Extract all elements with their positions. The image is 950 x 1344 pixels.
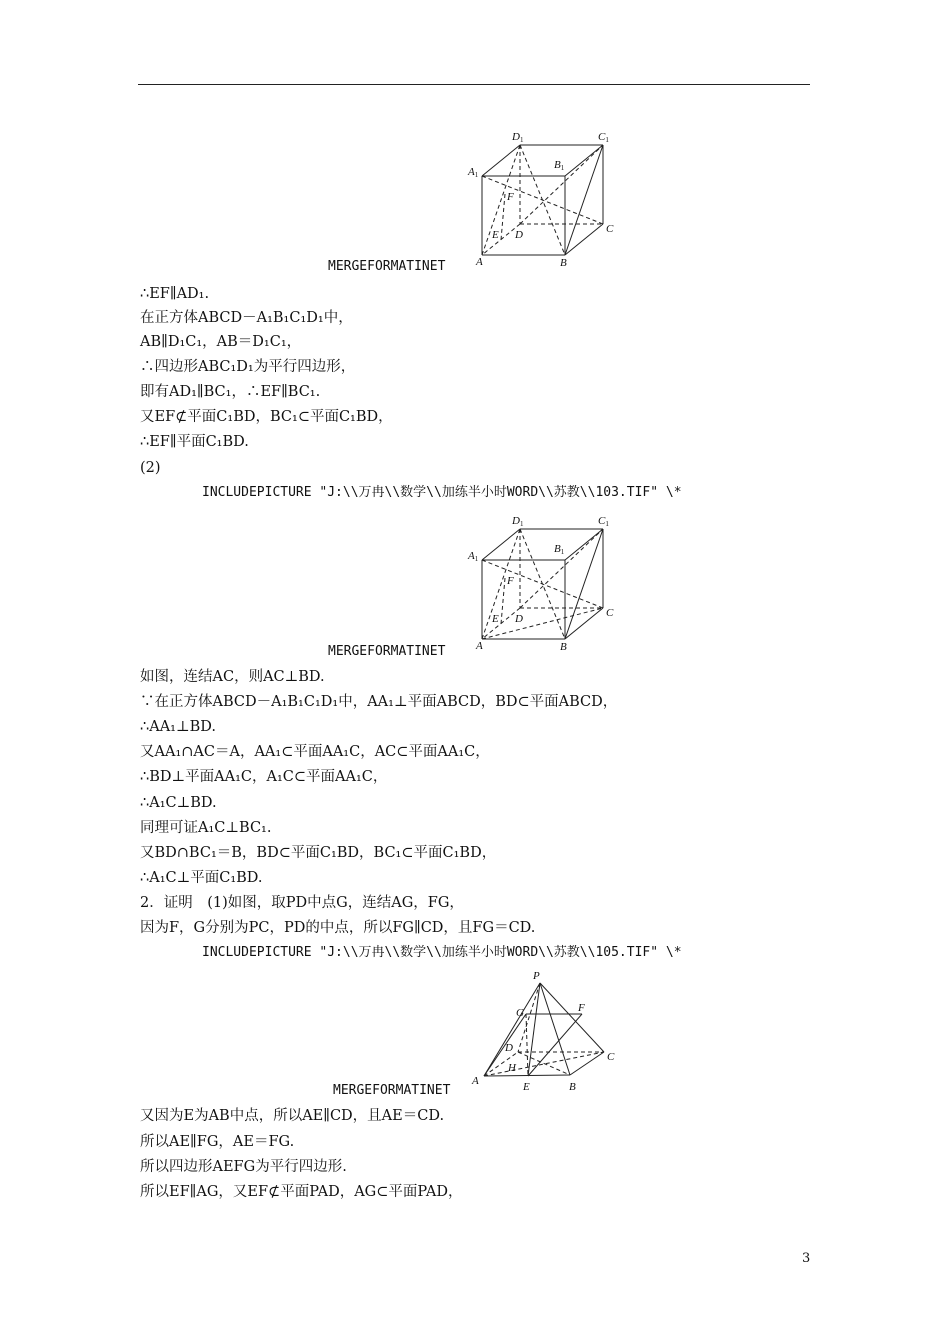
text-line: ∴A₁C⊥BD. — [140, 795, 217, 811]
includepicture-field-1: INCLUDEPICTURE "J:\\万冉\\数学\\加练半小时WORD\\苏教\\103.TIF" \* — [202, 485, 682, 500]
text-line: 即有AD₁∥BC₁，∴EF∥BC₁. — [140, 384, 321, 400]
fig1-label-b1: B1 — [554, 159, 565, 172]
fig2-label-a1: A1 — [468, 550, 479, 563]
fig3-label-a: A — [472, 1075, 479, 1087]
figure3-caption: MERGEFORMATINET — [333, 1083, 451, 1098]
fig3-label-g: G — [516, 1007, 524, 1019]
text-line: 因为F，G分别为PC，PD的中点，所以FG∥CD，且FG＝CD. — [140, 920, 536, 936]
text-line: (2) — [140, 460, 161, 476]
fig2-label-a: A — [476, 640, 483, 652]
text-line: 在正方体ABCD－A₁B₁C₁D₁中， — [140, 310, 353, 326]
fig3-label-b: B — [569, 1081, 576, 1093]
fig2-label-c: C — [606, 607, 614, 619]
text-line: 又BD∩BC₁＝B，BD⊂平面C₁BD，BC₁⊂平面C₁BD， — [140, 845, 497, 861]
fig3-label-h: H — [508, 1062, 516, 1074]
fig1-label-e: E — [492, 229, 499, 241]
fig2-label-d1: D1 — [512, 515, 524, 528]
figure2-caption: MERGEFORMATINET — [328, 644, 446, 659]
text-line: 又EF⊄平面C₁BD，BC₁⊂平面C₁BD， — [140, 409, 393, 425]
text-line: ∴BD⊥平面AA₁C，A₁C⊂平面AA₁C， — [140, 769, 388, 785]
text-line: ∵在正方体ABCD－A₁B₁C₁D₁中，AA₁⊥平面ABCD，BD⊂平面ABCD， — [140, 694, 618, 710]
fig1-label-b: B — [560, 257, 567, 269]
fig3-label-d: D — [505, 1042, 513, 1054]
fig3-label-c: C — [607, 1051, 615, 1063]
text-line: ∴EF∥平面C₁BD. — [140, 434, 249, 450]
fig2-label-e: E — [492, 613, 499, 625]
fig2-label-d: D — [515, 613, 523, 625]
cube-figure-2 — [462, 512, 622, 654]
header-rule — [138, 84, 810, 85]
text-line: ∴EF∥AD₁. — [140, 286, 210, 302]
fig1-label-d: D — [515, 229, 523, 241]
fig2-label-b: B — [560, 641, 567, 653]
fig1-label-c: C — [606, 223, 614, 235]
fig2-label-c1: C1 — [598, 515, 609, 528]
fig1-label-d1: D1 — [512, 131, 524, 144]
fig2-label-b1: B1 — [554, 543, 565, 556]
text-line: AB∥D₁C₁，AB＝D₁C₁， — [140, 334, 302, 350]
includepicture-field-2: INCLUDEPICTURE "J:\\万冉\\数学\\加练半小时WORD\\苏教\\105.TIF" \* — [202, 945, 682, 960]
fig1-label-c1: C1 — [598, 131, 609, 144]
page-number: 3 — [802, 1251, 811, 1266]
text-line: 所以四边形AEFG为平行四边形. — [140, 1159, 347, 1175]
text-line: ∴四边形ABC₁D₁为平行四边形， — [140, 359, 356, 375]
fig3-label-f: F — [578, 1002, 585, 1014]
cube-figure-1 — [462, 128, 622, 270]
pyramid-figure — [466, 968, 626, 1098]
text-line: 2．证明 (1)如图，取PD中点G，连结AG，FG， — [140, 895, 464, 911]
text-line: 如图，连结AC，则AC⊥BD. — [140, 669, 325, 685]
text-line: 又AA₁∩AC＝A，AA₁⊂平面AA₁C，AC⊂平面AA₁C， — [140, 744, 490, 760]
text-line: 同理可证A₁C⊥BC₁. — [140, 820, 272, 836]
figure1-caption: MERGEFORMATINET — [328, 259, 446, 274]
text-line: 又因为E为AB中点，所以AE∥CD，且AE＝CD. — [140, 1108, 445, 1124]
fig1-label-f: F — [507, 191, 514, 203]
fig3-label-p: P — [533, 970, 540, 982]
text-line: ∴A₁C⊥平面C₁BD. — [140, 870, 263, 886]
fig3-label-e: E — [523, 1081, 530, 1093]
fig1-label-a1: A1 — [468, 166, 479, 179]
fig2-label-f: F — [507, 575, 514, 587]
fig1-label-a: A — [476, 256, 483, 268]
text-line: 所以EF∥AG，又EF⊄平面PAD，AG⊂平面PAD， — [140, 1184, 463, 1200]
text-line: 所以AE∥FG，AE＝FG. — [140, 1134, 295, 1150]
text-line: ∴AA₁⊥BD. — [140, 719, 216, 735]
